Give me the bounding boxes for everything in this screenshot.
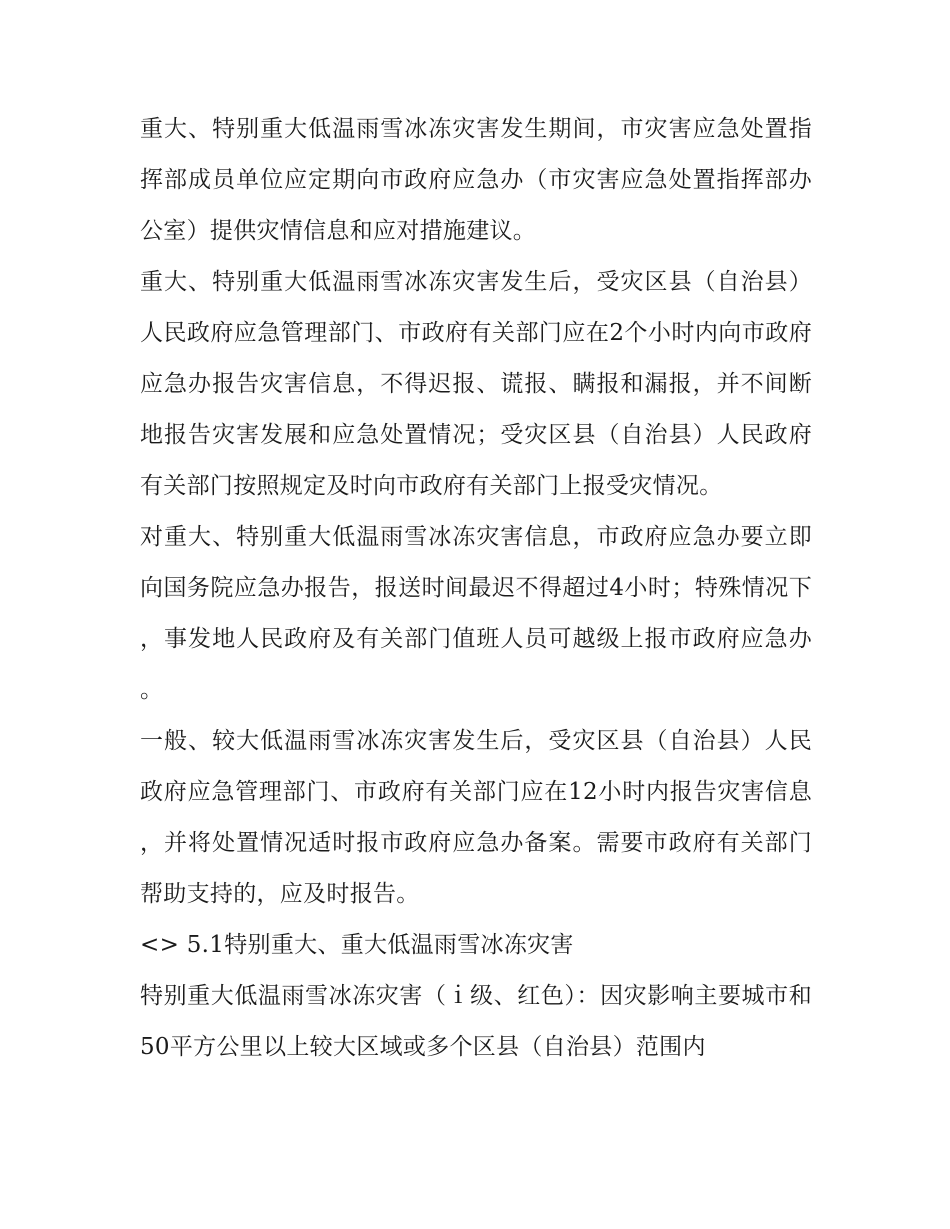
- paragraph-general-disaster-report: 一般、较大低温雨雪冰冻灾害发生后，受灾区县（自治县）人民政府应急管理部门、市政府有关部门应在12小时内报告灾害信息，并将处置情况适时报市政府应急办备案。需要市政府有关部门帮助支持的，应及时报告。: [140, 728, 812, 907]
- paragraph-major-disaster-report: 重大、特别重大低温雨雪冰冻灾害发生后，受灾区县（自治县）人民政府应急管理部门、市政府有关部门应在2个小时内向市政府应急办报告灾害信息，不得迟报、谎报、瞒报和漏报，并不间断地报告灾害发展和应急处置情况；受灾区县（自治县）人民政府有关部门按照规定及时向市政府有关部门上报受灾情况。: [140, 269, 812, 499]
- paragraph-level-one-definition: 特别重大低温雨雪冰冻灾害（ｉ级、红色）：因灾影响主要城市和50平方公里以上较大区域或多个区县（自治县）范围内: [140, 983, 812, 1060]
- document-body: [140, 104, 812, 1073]
- paragraph-state-council-report: 对重大、特别重大低温雨雪冰冻灾害信息，市政府应急办要立即向国务院应急办报告，报送时间最迟不得超过4小时；特殊情况下，事发地人民政府及有关部门值班人员可越级上报市政府应急办。: [140, 524, 812, 703]
- section-heading: <> 5.1特别重大、重大低温雨雪冰冻灾害: [140, 932, 574, 958]
- paragraph-info-reporting-during-disaster: 重大、特别重大低温雨雪冰冻灾害发生期间，市灾害应急处置指挥部成员单位应定期向市政府应急办（市灾害应急处置指挥部办公室）提供灾情信息和应对措施建议。: [140, 116, 812, 244]
